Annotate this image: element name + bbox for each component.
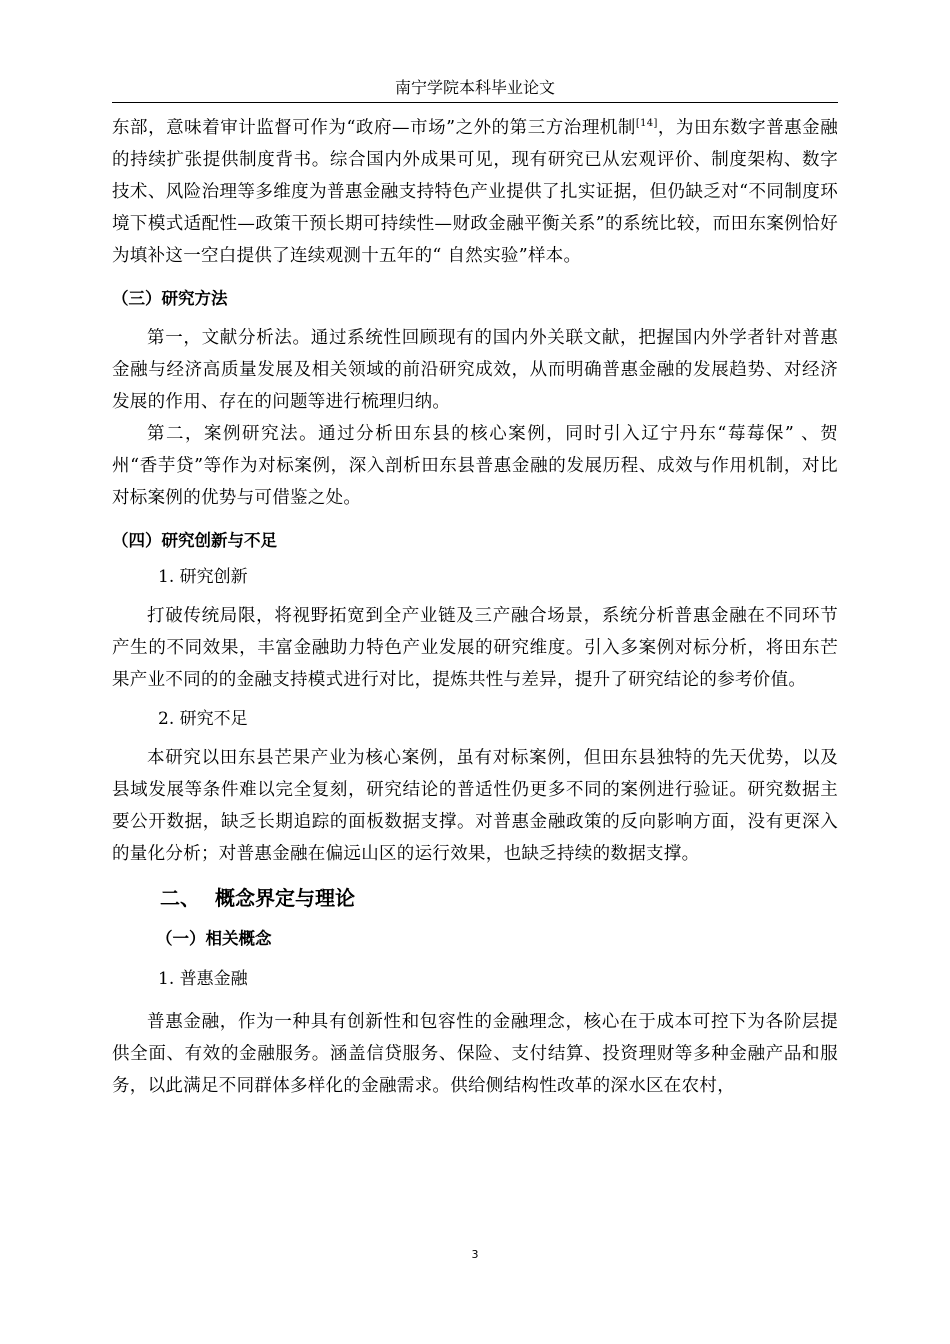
subheading-inclusive-finance: 1. 普惠金融: [158, 969, 248, 989]
paragraph-literature-summary: [112, 112, 838, 272]
section-heading-methods: （三）研究方法: [112, 289, 228, 308]
paragraph-method-literature: 第一，文献分析法。通过系统性回顾现有的国内外关联文献，把握国内外学者针对普惠金融与经济高质量发展及相关领域的前沿研究成效，从而明确普惠金融的发展趋势、对经济发展的作用、存在的问题等进行梳理归纳。: [112, 328, 838, 412]
paragraph-shortcoming: 本研究以田东县芒果产业为核心案例，虽有对标案例，但田东县独特的先天优势，以及县域发展等条件难以完全复刻，研究结论的普适性仍更多不同的案例进行验证。研究数据主要公开数据，缺乏长期追踪的面板数据支撑。对普惠金融政策的反向影响方面，没有更深入的量化分析；对普惠金融在偏远山区的运行效果，也缺乏持续的数据支撑。: [112, 748, 838, 864]
page-number: 3: [471, 1248, 479, 1261]
chapter-title: 概念界定与理论: [215, 886, 355, 910]
section-heading-concepts: （一）相关概念: [156, 929, 272, 948]
chapter-number: 二、: [160, 886, 200, 910]
citation-ref: [14]: [635, 118, 658, 130]
subheading-shortcoming: 2. 研究不足: [158, 709, 248, 729]
paragraph-method-case: 第二，案例研究法。通过分析田东县的核心案例，同时引入辽宁丹东“莓莓保” 、贺州“香芋贷”等作为对标案例，深入剖析田东县普惠金融的发展历程、成效与作用机制，对比对标案例的优势与可借鉴之处。: [112, 424, 838, 508]
chapter-heading: [112, 884, 838, 912]
running-header: 南宁学院本科毕业论文: [394, 78, 555, 97]
page-content: [112, 112, 838, 1102]
paragraph-inclusive-definition: 普惠金融，作为一种具有创新性和包容性的金融理念，核心在于成本可控下为各阶层提供全面、有效的金融服务。涵盖信贷服务、保险、支付结算、投资理财等多种金融产品和服务，以此满足不同群体多样化的金融需求。供给侧结构性改革的深水区在农村，: [112, 1012, 838, 1096]
subheading-innovation: 1. 研究创新: [158, 567, 248, 587]
header-rule: [112, 102, 838, 103]
paragraph-text: ，为田东数字普惠金融的持续扩张提供制度背书。综合国内外成果可见，现有研究已从宏观评价、制度架构、数字技术、风险治理等多维度为普惠金融支持特色产业提供了扎实证据，但仍缺乏对“不同制度环境下模式适配性—政策干预长期可持续性—财政金融平衡关系”的系统比较，而田东案例恰好为填补这一空白提供了连续观测十五年的“ 自然实验”样本。: [112, 118, 838, 266]
paragraph-innovation: 打破传统局限，将视野拓宽到全产业链及三产融合场景，系统分析普惠金融在不同环节产生的不同效果，丰富金融助力特色产业发展的研究维度。引入多案例对标分析，将田东芒果产业不同的的金融支持模式进行对比，提炼共性与差异，提升了研究结论的参考价值。: [112, 606, 838, 690]
section-heading-innovation: （四）研究创新与不足: [112, 531, 277, 550]
paragraph-text: 东部，意味着审计监督可作为“政府—市场”之外的第三方治理机制: [112, 118, 636, 138]
